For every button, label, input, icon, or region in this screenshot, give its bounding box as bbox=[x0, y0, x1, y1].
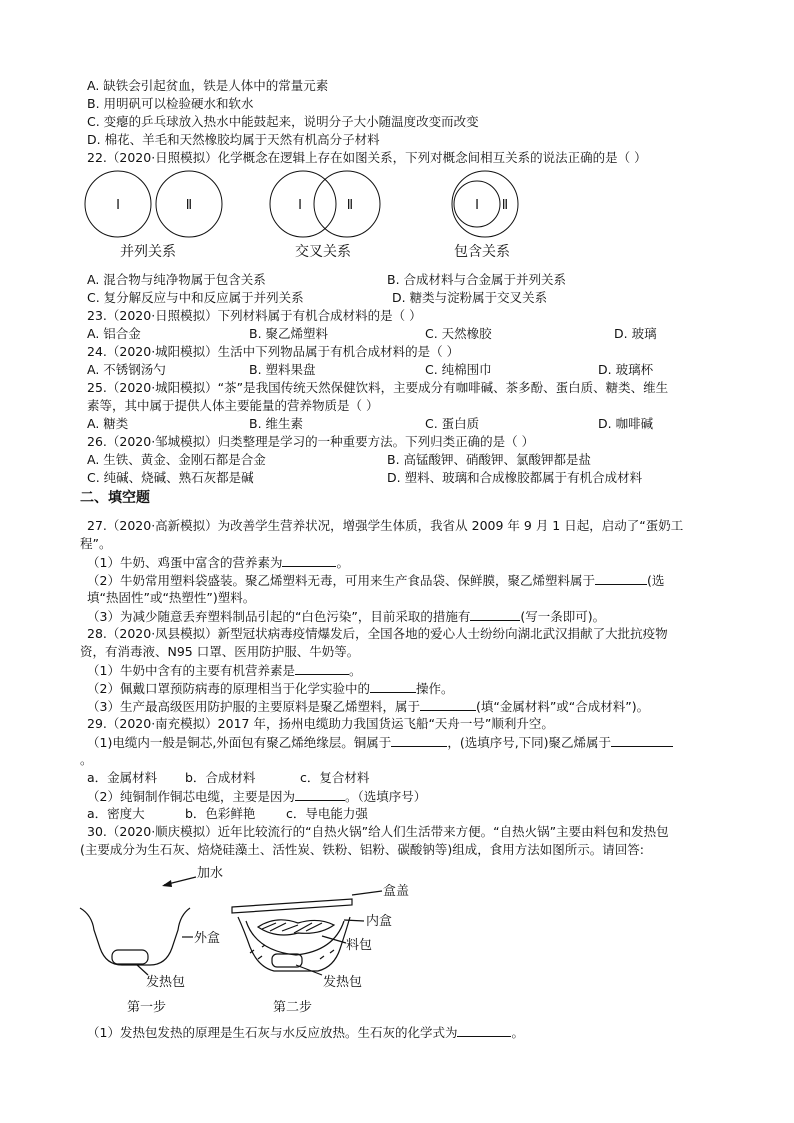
q24-stem: 24.（2020·城阳模拟）生活中下列物品属于有机合成材料的是（ ） bbox=[87, 344, 460, 359]
q24-option-b: B. 塑料果盘 bbox=[249, 362, 316, 377]
q25-option-c: C. 蛋白质 bbox=[425, 416, 480, 431]
q28-part1: （1）牛奶中含有的主要有机营养素是 。 bbox=[87, 663, 362, 678]
answer-blank[interactable] bbox=[420, 698, 476, 711]
answer-blank[interactable] bbox=[391, 734, 447, 747]
q25-option-b: B. 维生素 bbox=[249, 416, 304, 431]
venn-diagram-figure bbox=[0, 0, 794, 270]
answer-blank[interactable] bbox=[595, 572, 647, 585]
parallel-label-ii: Ⅱ bbox=[185, 198, 193, 213]
q26-option-b: B. 高锰酸钾、硝酸钾、氯酸钾都是盐 bbox=[387, 452, 592, 467]
q25-option-d: D. 咖啡碱 bbox=[598, 416, 654, 431]
q29-opt2-c: c．导电能力强 bbox=[286, 806, 368, 821]
self-heating-hotpot-figure bbox=[0, 855, 794, 1025]
q30-part1: （1）发热包发热的原理是生石灰与水反应放热。生石灰的化学式为 。 bbox=[87, 1025, 524, 1040]
answer-blank[interactable] bbox=[295, 788, 345, 801]
q29-part1: （1)电缆内一般是铜芯,外面包有聚乙烯绝缘层。铜属于 ，(选填序号,下同)聚乙烯属于 bbox=[87, 734, 673, 751]
q26-option-a: A. 生铁、黄金、金刚石都是合金 bbox=[87, 452, 266, 467]
q21-option-a: A. 缺铁会引起贫血，铁是人体中的常量元素 bbox=[87, 78, 329, 93]
q27-line2: 程”。 bbox=[80, 536, 112, 551]
label-food-pack: 料包 bbox=[346, 938, 373, 953]
label-outer-box: 外盒 bbox=[194, 931, 221, 946]
q23-option-a: A. 铝合金 bbox=[87, 326, 141, 341]
q28-line2: 资，有消毒液、N95 口罩、医用防护服、牛奶等。 bbox=[80, 644, 360, 659]
answer-blank[interactable] bbox=[470, 608, 520, 621]
q22-stem: 22.（2020·日照模拟）化学概念在逻辑上存在如图关系，下列对概念间相互关系的说法正确的是（ ） bbox=[87, 150, 647, 165]
q29-part2: （2）纯铜制作铜芯电缆，主要是因为 。（选填序号） bbox=[87, 789, 427, 804]
q28-line1: 28.（2020·凤县模拟）新型冠状病毒疫情爆发后，全国各地的爱心人士纷纷向湖北武汉捐献了大批抗疫物 bbox=[87, 626, 668, 641]
q30-line1: 30.（2020·顺庆模拟）近年比较流行的“自热火锅”给人们生活带来方便。“自热火锅”主要由料包和发热包 bbox=[87, 824, 669, 839]
q29-opt2-a: a．密度大 bbox=[87, 806, 145, 821]
q28-part3: （3）生产最高级医用防护服的主要原料是聚乙烯塑料，属于 (填“金属材料”或“合成材料”)。 bbox=[87, 699, 650, 714]
contain-label-i: Ⅰ bbox=[475, 198, 479, 213]
heat-pack-shape bbox=[112, 950, 148, 964]
q27-part2-line2: 填“热固性”或“热塑性”)塑料。 bbox=[87, 590, 256, 605]
q24-option-d: D. 玻璃杯 bbox=[598, 362, 654, 377]
q21-option-d: D. 棉花、羊毛和天然橡胶均属于天然有机高分子材料 bbox=[87, 132, 380, 147]
q27-part1: （1）牛奶、鸡蛋中富含的营养素为 。 bbox=[87, 555, 349, 570]
q23-stem: 23.（2020·日照模拟）下列材料属于有机合成材料的是（ ） bbox=[87, 308, 422, 323]
lid-shape bbox=[232, 899, 352, 913]
leader-lid bbox=[352, 891, 382, 895]
label-parallel: 并列关系 bbox=[120, 244, 176, 260]
answer-blank[interactable] bbox=[611, 734, 673, 747]
label-lid: 盒盖 bbox=[383, 884, 410, 899]
q29-opt2-b: b．色彩鲜艳 bbox=[185, 806, 256, 821]
q26-option-c: C. 纯碱、烧碱、熟石灰都是碱 bbox=[87, 470, 254, 485]
q22-option-a: A. 混合物与纯净物属于包含关系 bbox=[87, 272, 266, 287]
answer-blank[interactable] bbox=[370, 680, 416, 693]
q27-part2: （2）牛奶常用塑料袋盛装。聚乙烯塑料无毒，可用来生产食品袋、保鲜膜，聚乙烯塑料属于 (选 bbox=[87, 573, 665, 588]
q22-option-b: B. 合成材料与合金属于并列关系 bbox=[387, 272, 567, 287]
label-step1: 第一步 bbox=[127, 1000, 167, 1015]
label-heat-pack-2: 发热包 bbox=[323, 975, 363, 990]
q26-stem: 26.（2020·邹城模拟）归类整理是学习的一种重要方法。下列归类正确的是（ ） bbox=[87, 434, 535, 449]
label-heat-pack-1: 发热包 bbox=[146, 975, 186, 990]
q23-option-b: B. 聚乙烯塑料 bbox=[249, 326, 329, 341]
q30-line2: (主要成分为生石灰、焙烧硅藻土、活性炭、铁粉、铝粉、碳酸钠等)组成，食用方法如图所示。请回答: bbox=[80, 842, 644, 857]
q21-option-c: C. 变瘪的乒乓球放入热水中能鼓起来，说明分子大小随温度改变而改变 bbox=[87, 114, 479, 129]
q29-opt-b: b．合成材料 bbox=[185, 770, 256, 785]
leader-heat-pack bbox=[136, 964, 148, 975]
q25-option-a: A. 糖类 bbox=[87, 416, 129, 431]
q28-part2: （2）佩戴口罩预防病毒的原理相当于化学实验中的 操作。 bbox=[87, 681, 454, 696]
q29-line1: 29.（2020·南充模拟）2017 年，扬州电缆助力我国货运飞船“天舟一号”顺利升空。 bbox=[87, 716, 554, 731]
q25-stem-line1: 25.（2020·城阳模拟）“茶”是我国传统天然保健饮料，主要成分有咖啡碱、茶多酚、蛋白质、糖类、维生 bbox=[87, 380, 669, 395]
answer-blank[interactable] bbox=[295, 662, 349, 675]
cross-circle-1 bbox=[270, 171, 336, 237]
leader-inner-box bbox=[344, 920, 364, 921]
q29-opt-a: a．金属材料 bbox=[87, 770, 158, 785]
q22-option-d: D. 糖类与淀粉属于交叉关系 bbox=[392, 290, 548, 305]
cross-label-i: Ⅰ bbox=[298, 198, 302, 213]
q26-option-d: D. 塑料、玻璃和合成橡胶都属于有机合成材料 bbox=[387, 470, 643, 485]
leader-heat-pack-2 bbox=[296, 965, 322, 975]
q21-option-b: B. 用明矾可以检验硬水和软水 bbox=[87, 96, 254, 111]
label-add-water: 加水 bbox=[197, 866, 224, 881]
q24-option-c: C. 纯棉围巾 bbox=[425, 362, 492, 377]
contain-label-ii: Ⅱ bbox=[501, 198, 509, 213]
water-texture bbox=[250, 945, 334, 959]
label-step2: 第二步 bbox=[273, 1000, 313, 1015]
cross-label-ii: Ⅱ bbox=[346, 198, 354, 213]
outer-box-outline bbox=[80, 908, 190, 965]
q25-stem-line2: 素等，其中属于提供人体主要能量的营养物质是（ ） bbox=[87, 398, 379, 413]
q24-option-a: A. 不锈钢汤勺 bbox=[87, 362, 166, 377]
label-contain: 包含关系 bbox=[454, 244, 510, 260]
q27-part3: （3）为减少随意丢弃塑料制品引起的“白色污染”，目前采取的措施有 (写一条即可)。 bbox=[87, 609, 606, 624]
q22-option-c: C. 复分解反应与中和反应属于并列关系 bbox=[87, 290, 304, 305]
q23-option-d: D. 玻璃 bbox=[614, 326, 657, 341]
q29-opt-c: c．复合材料 bbox=[300, 770, 370, 785]
section-title: 二、填空题 bbox=[80, 490, 150, 506]
arrowhead bbox=[162, 880, 172, 887]
answer-blank[interactable] bbox=[282, 554, 336, 567]
q27-line1: 27.（2020·高新模拟）为改善学生营养状况，增强学生体质，我省从 2009 年 9 月 1 日起，启动了“蛋奶工 bbox=[87, 518, 684, 533]
label-cross: 交叉关系 bbox=[295, 244, 351, 260]
q23-option-c: C. 天然橡胶 bbox=[425, 326, 492, 341]
q29-part1-end: 。 bbox=[80, 752, 93, 767]
parallel-label-i: Ⅰ bbox=[116, 198, 120, 213]
food-pack-hatch bbox=[262, 923, 322, 933]
answer-blank[interactable] bbox=[457, 1024, 511, 1037]
label-inner-box: 内盒 bbox=[366, 914, 393, 929]
food-pack-shape bbox=[258, 920, 334, 935]
leader-food-pack bbox=[322, 936, 346, 943]
